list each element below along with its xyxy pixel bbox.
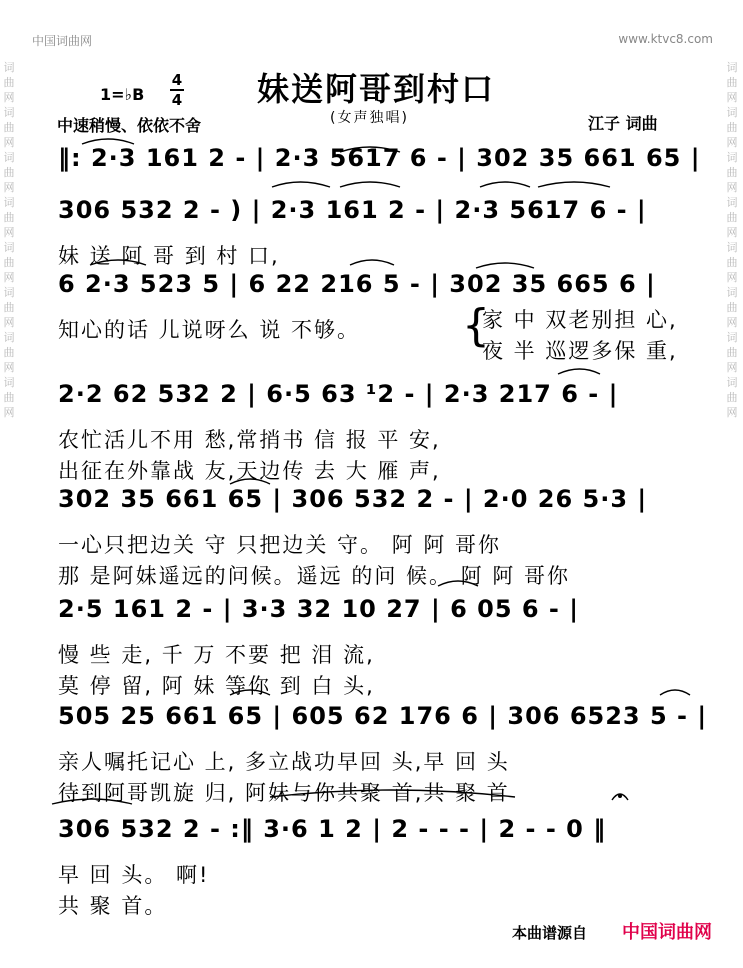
watermark-char: 词 bbox=[726, 61, 738, 74]
watermark-char: 曲 bbox=[726, 76, 738, 89]
watermark-char: 网 bbox=[3, 181, 15, 194]
melody-line: ‖: 2·3 161 2 - | 2·3 5617 6 - | 302 35 661 65 | bbox=[58, 144, 701, 172]
watermark-char: 词 bbox=[726, 106, 738, 119]
verse-lyric-line: 家 中 双老别担 心, bbox=[482, 308, 678, 332]
watermark-char: 词 bbox=[726, 331, 738, 344]
watermark-char: 网 bbox=[3, 406, 15, 419]
watermark-char: 网 bbox=[726, 316, 738, 329]
melody-line: 505 25 661 65 | 605 62 176 6 | 306 6523 5 - | bbox=[58, 702, 708, 730]
melody-line: 306 532 2 - ) | 2·3 161 2 - | 2·3 5617 6 - | bbox=[58, 196, 647, 224]
watermark-char: 网 bbox=[726, 91, 738, 104]
lyric-line: 共 聚 首。 bbox=[58, 894, 168, 918]
watermark-char: 曲 bbox=[3, 76, 15, 89]
watermark-char: 网 bbox=[3, 226, 15, 239]
song-subtitle: (女声独唱) bbox=[330, 110, 409, 126]
site-name-left: 中国词曲网 bbox=[32, 34, 93, 48]
watermark-char: 曲 bbox=[726, 166, 738, 179]
lyric-line: 一心只把边关 守 只把边关 守。 阿 阿 哥你 bbox=[58, 533, 502, 557]
watermark-char: 词 bbox=[3, 151, 15, 164]
source-label: 本曲谱源自 bbox=[512, 924, 588, 942]
melody-line: 2·5 161 2 - | 3·3 32 10 27 | 6 05 6 - | bbox=[58, 595, 580, 623]
slur-arc bbox=[660, 690, 690, 695]
lyric-line: 慢 些 走, 千 万 不要 把 泪 流, bbox=[58, 643, 375, 667]
verse-lyric-line: 夜 半 巡逻多保 重, bbox=[482, 339, 678, 363]
watermark-char: 词 bbox=[726, 196, 738, 209]
watermark-char: 网 bbox=[726, 226, 738, 239]
slur-arc bbox=[476, 263, 534, 268]
melody-line: 306 532 2 - :‖ 3·6 1 2 | 2 - - - | 2 - - 0 ‖ bbox=[58, 815, 607, 843]
time-signature-top: 4 bbox=[171, 71, 183, 89]
watermark-char: 网 bbox=[3, 271, 15, 284]
watermark-char: 词 bbox=[3, 331, 15, 344]
watermark-char: 曲 bbox=[3, 121, 15, 134]
slur-arc bbox=[340, 182, 400, 187]
watermark-char: 曲 bbox=[726, 211, 738, 224]
lyric-line: 妹 送 阿 哥 到 村 口, bbox=[58, 244, 280, 268]
watermark-char: 曲 bbox=[3, 391, 15, 404]
key-signature: 1=♭B bbox=[100, 85, 145, 104]
lyric-line: 莫 停 留, 阿 妹 等你 到 白 头, bbox=[58, 674, 375, 698]
watermark-char: 曲 bbox=[3, 166, 15, 179]
lyric-line: 农忙活儿不用 愁,常捎书 信 报 平 安, bbox=[58, 428, 441, 452]
lyric-line: 知心的话 儿说呀么 说 不够。 bbox=[58, 318, 361, 342]
watermark-char: 曲 bbox=[726, 391, 738, 404]
time-signature-bottom: 4 bbox=[171, 91, 183, 109]
composer-credit: 江子 词曲 bbox=[588, 114, 658, 133]
lyric-line: 出征在外靠战 友,天边传 去 大 雁 声, bbox=[58, 459, 441, 483]
watermark-char: 曲 bbox=[726, 301, 738, 314]
watermark-char: 词 bbox=[726, 376, 738, 389]
watermark-char: 曲 bbox=[3, 211, 15, 224]
slur-arc bbox=[350, 260, 394, 265]
watermark-char: 曲 bbox=[3, 301, 15, 314]
song-title: 妹送阿哥到村口 bbox=[257, 70, 496, 108]
slur-arc bbox=[480, 182, 530, 187]
watermark-char: 曲 bbox=[726, 346, 738, 359]
watermark-char: 网 bbox=[726, 406, 738, 419]
slur-arc bbox=[538, 182, 610, 187]
lyric-line: 亲人嘱托记心 上, 多立战功早回 头,早 回 头 bbox=[58, 750, 510, 774]
watermark-char: 网 bbox=[3, 136, 15, 149]
watermark-char: 词 bbox=[3, 376, 15, 389]
slur-arc bbox=[558, 369, 600, 374]
lyric-line: 那 是阿妹遥远的问候。遥远 的问 候。 阿 阿 哥你 bbox=[58, 564, 571, 588]
melody-line: 302 35 661 65 | 306 532 2 - | 2·0 26 5·3 | bbox=[58, 485, 648, 513]
site-url-right: www.ktvc8.com bbox=[618, 32, 713, 46]
watermark-char: 词 bbox=[3, 286, 15, 299]
watermark-char: 词 bbox=[3, 106, 15, 119]
watermark-char: 网 bbox=[726, 271, 738, 284]
watermark-char: 词 bbox=[3, 61, 15, 74]
watermark-char: 曲 bbox=[726, 256, 738, 269]
watermark-char: 网 bbox=[3, 91, 15, 104]
tempo-marking: 中速稍慢、依依不舍 bbox=[57, 116, 202, 135]
watermark-char: 曲 bbox=[726, 121, 738, 134]
lyric-line: 早 回 头。 啊! bbox=[58, 863, 210, 887]
watermark-char: 词 bbox=[726, 286, 738, 299]
watermark-char: 网 bbox=[726, 136, 738, 149]
watermark-char: 曲 bbox=[3, 256, 15, 269]
watermark-char: 词 bbox=[726, 241, 738, 254]
watermark-char: 网 bbox=[3, 361, 15, 374]
watermark-char: 词 bbox=[726, 151, 738, 164]
melody-line: 6 2·3 523 5 | 6 22 216 5 - | 302 35 665 6 | bbox=[58, 270, 656, 298]
watermark-char: 曲 bbox=[3, 346, 15, 359]
watermark-char: 网 bbox=[3, 316, 15, 329]
watermark-char: 词 bbox=[3, 241, 15, 254]
melody-line: 2·2 62 532 2 | 6·5 63 ¹2 - | 2·3 217 6 - | bbox=[58, 380, 619, 408]
lyric-line: 待到阿哥凯旋 归, 阿妹与你共聚 首,共 聚 首 bbox=[58, 781, 510, 805]
watermark-char: 词 bbox=[3, 196, 15, 209]
watermark-char: 网 bbox=[726, 361, 738, 374]
source-site[interactable]: 中国词曲网 bbox=[622, 922, 712, 943]
watermark-char: 网 bbox=[726, 181, 738, 194]
slur-arc bbox=[272, 182, 330, 187]
verse-brace: { bbox=[462, 300, 490, 351]
